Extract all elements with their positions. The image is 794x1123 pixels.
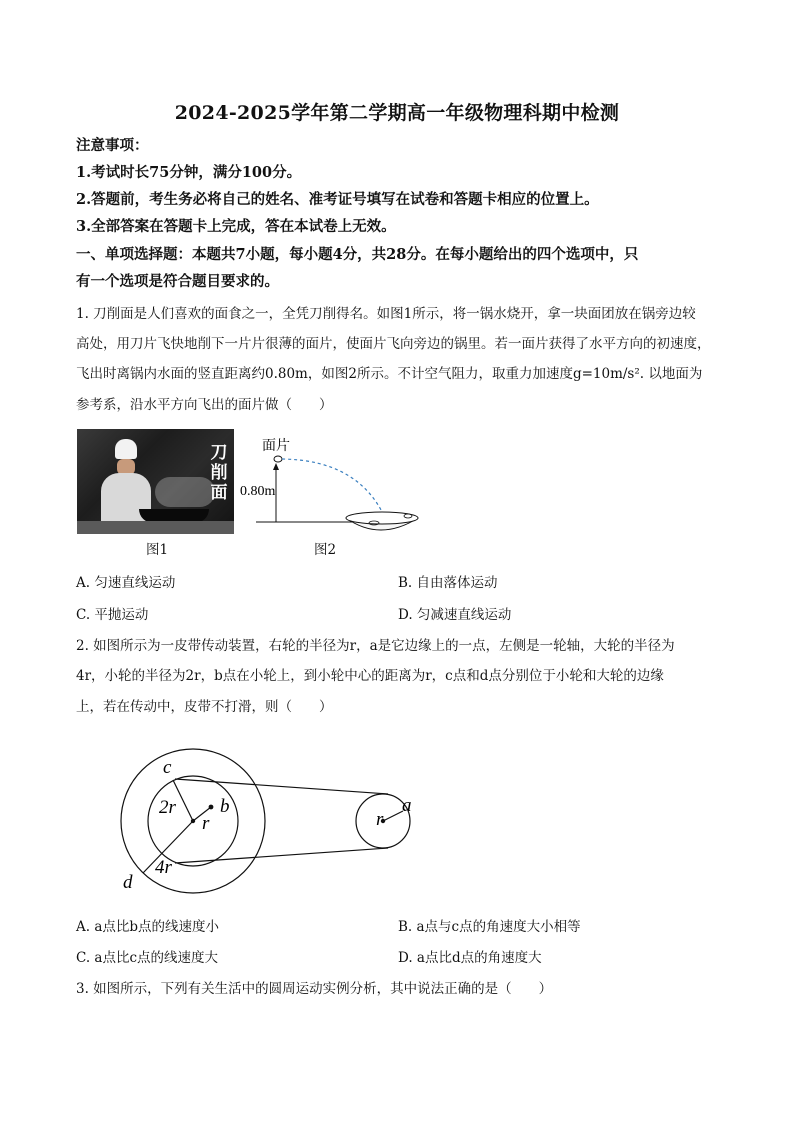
q1-option-d[interactable]: D. 匀减速直线运动: [398, 607, 512, 623]
label-2r: 2r: [159, 797, 176, 818]
belt-top: [175, 779, 388, 794]
fig1-caption: 图1: [146, 542, 169, 558]
q1-option-b[interactable]: B. 自由落体运动: [398, 575, 498, 591]
radius-c-line: [173, 780, 193, 821]
q2-option-d[interactable]: D. a点比d点的角速度大: [398, 950, 542, 966]
q1-line-2: 高处，用刀片飞快地削下一片片很薄的面片，使面片飞向旁边的锅里。若一面片获得了水平方向的初速度，: [76, 336, 711, 352]
q1-option-c[interactable]: C. 平抛运动: [76, 607, 149, 623]
q2-option-c[interactable]: C. a点比c点的线速度大: [76, 950, 219, 966]
stove-shape: [77, 521, 234, 534]
point-b-dot: [209, 805, 214, 810]
label-b: b: [220, 796, 230, 817]
q1-line-4: 参考系，沿水平方向飞出的面片做（ ）: [76, 397, 333, 413]
height-arrow-up: [273, 463, 279, 470]
label-d: d: [123, 872, 133, 893]
label-c: c: [163, 757, 172, 778]
belt-drive-diagram: [105, 745, 435, 895]
trajectory-line: [282, 459, 386, 520]
notice-item-2: 2.答题前，考生务必将自己的姓名、准考证号填写在试卷和答题卡相应的位置上。: [76, 191, 599, 208]
belt-bottom: [175, 848, 388, 863]
label-a: a: [402, 795, 412, 816]
q1-option-a[interactable]: A. 匀速直线运动: [76, 575, 176, 591]
left-center-dot: [191, 819, 195, 823]
photo-caption: 刀削面: [210, 443, 228, 503]
q2-option-b[interactable]: B. a点与c点的角速度大小相等: [398, 919, 581, 935]
q2-line-1: 2. 如图所示为一皮带传动装置，右轮的半径为r，a是它边缘上的一点，左侧是一轮轴，大轮的半径为: [76, 638, 675, 654]
radius-a-line: [383, 811, 403, 821]
label-4r: 4r: [155, 857, 172, 878]
figure-2-diagram: [240, 430, 420, 540]
q1-line-1: 1. 刀削面是人们喜欢的面食之一，全凭刀削得名。如图1所示，将一锅水烧开，拿一块面团放在锅旁边较: [76, 306, 696, 322]
fig2-caption: 图2: [314, 542, 337, 558]
label-r-right: r: [376, 809, 384, 830]
dough-slice-shape: [274, 456, 282, 462]
mianpian-label: 面片: [262, 439, 290, 454]
q2-line-2: 4r，小轮的半径为2r，b点在小轮上，到小轮中心的距离为r，c点和d点分别位于小轮和大轮的边缘: [76, 668, 664, 684]
height-label: 0.80m: [240, 484, 276, 499]
label-r-left: r: [202, 813, 210, 834]
steam-shape: [155, 477, 215, 507]
q2-option-a[interactable]: A. a点比b点的线速度小: [76, 919, 220, 935]
section-heading-line-2: 有一个选项是符合题目要求的。: [76, 273, 279, 290]
notice-item-1: 1.考试时长75分钟，满分100分。: [76, 164, 302, 181]
notice-heading: 注意事项：: [76, 137, 149, 154]
section-heading-line-1: 一、单项选择题：本题共7小题，每小题4分，共28分。在每小题给出的四个选项中，只: [76, 246, 639, 263]
exam-title: 2024-2025学年第二学期高一年级物理科期中检测: [174, 102, 620, 124]
q1-line-3: 飞出时离锅内水面的竖直距离约0.80m，如图2所示。不计空气阻力，取重力加速度g=10m/s². 以地面为: [76, 366, 703, 382]
q2-line-3: 上，若在传动中，皮带不打滑，则（ ）: [76, 699, 333, 715]
q3-line-1: 3. 如图所示，下列有关生活中的圆周运动实例分析，其中说法正确的是（ ）: [76, 981, 553, 997]
notice-item-3: 3.全部答案在答题卡上完成，答在本试卷上无效。: [76, 218, 396, 235]
chef-hat-shape: [115, 439, 137, 459]
figure-1-photo: [77, 429, 234, 534]
